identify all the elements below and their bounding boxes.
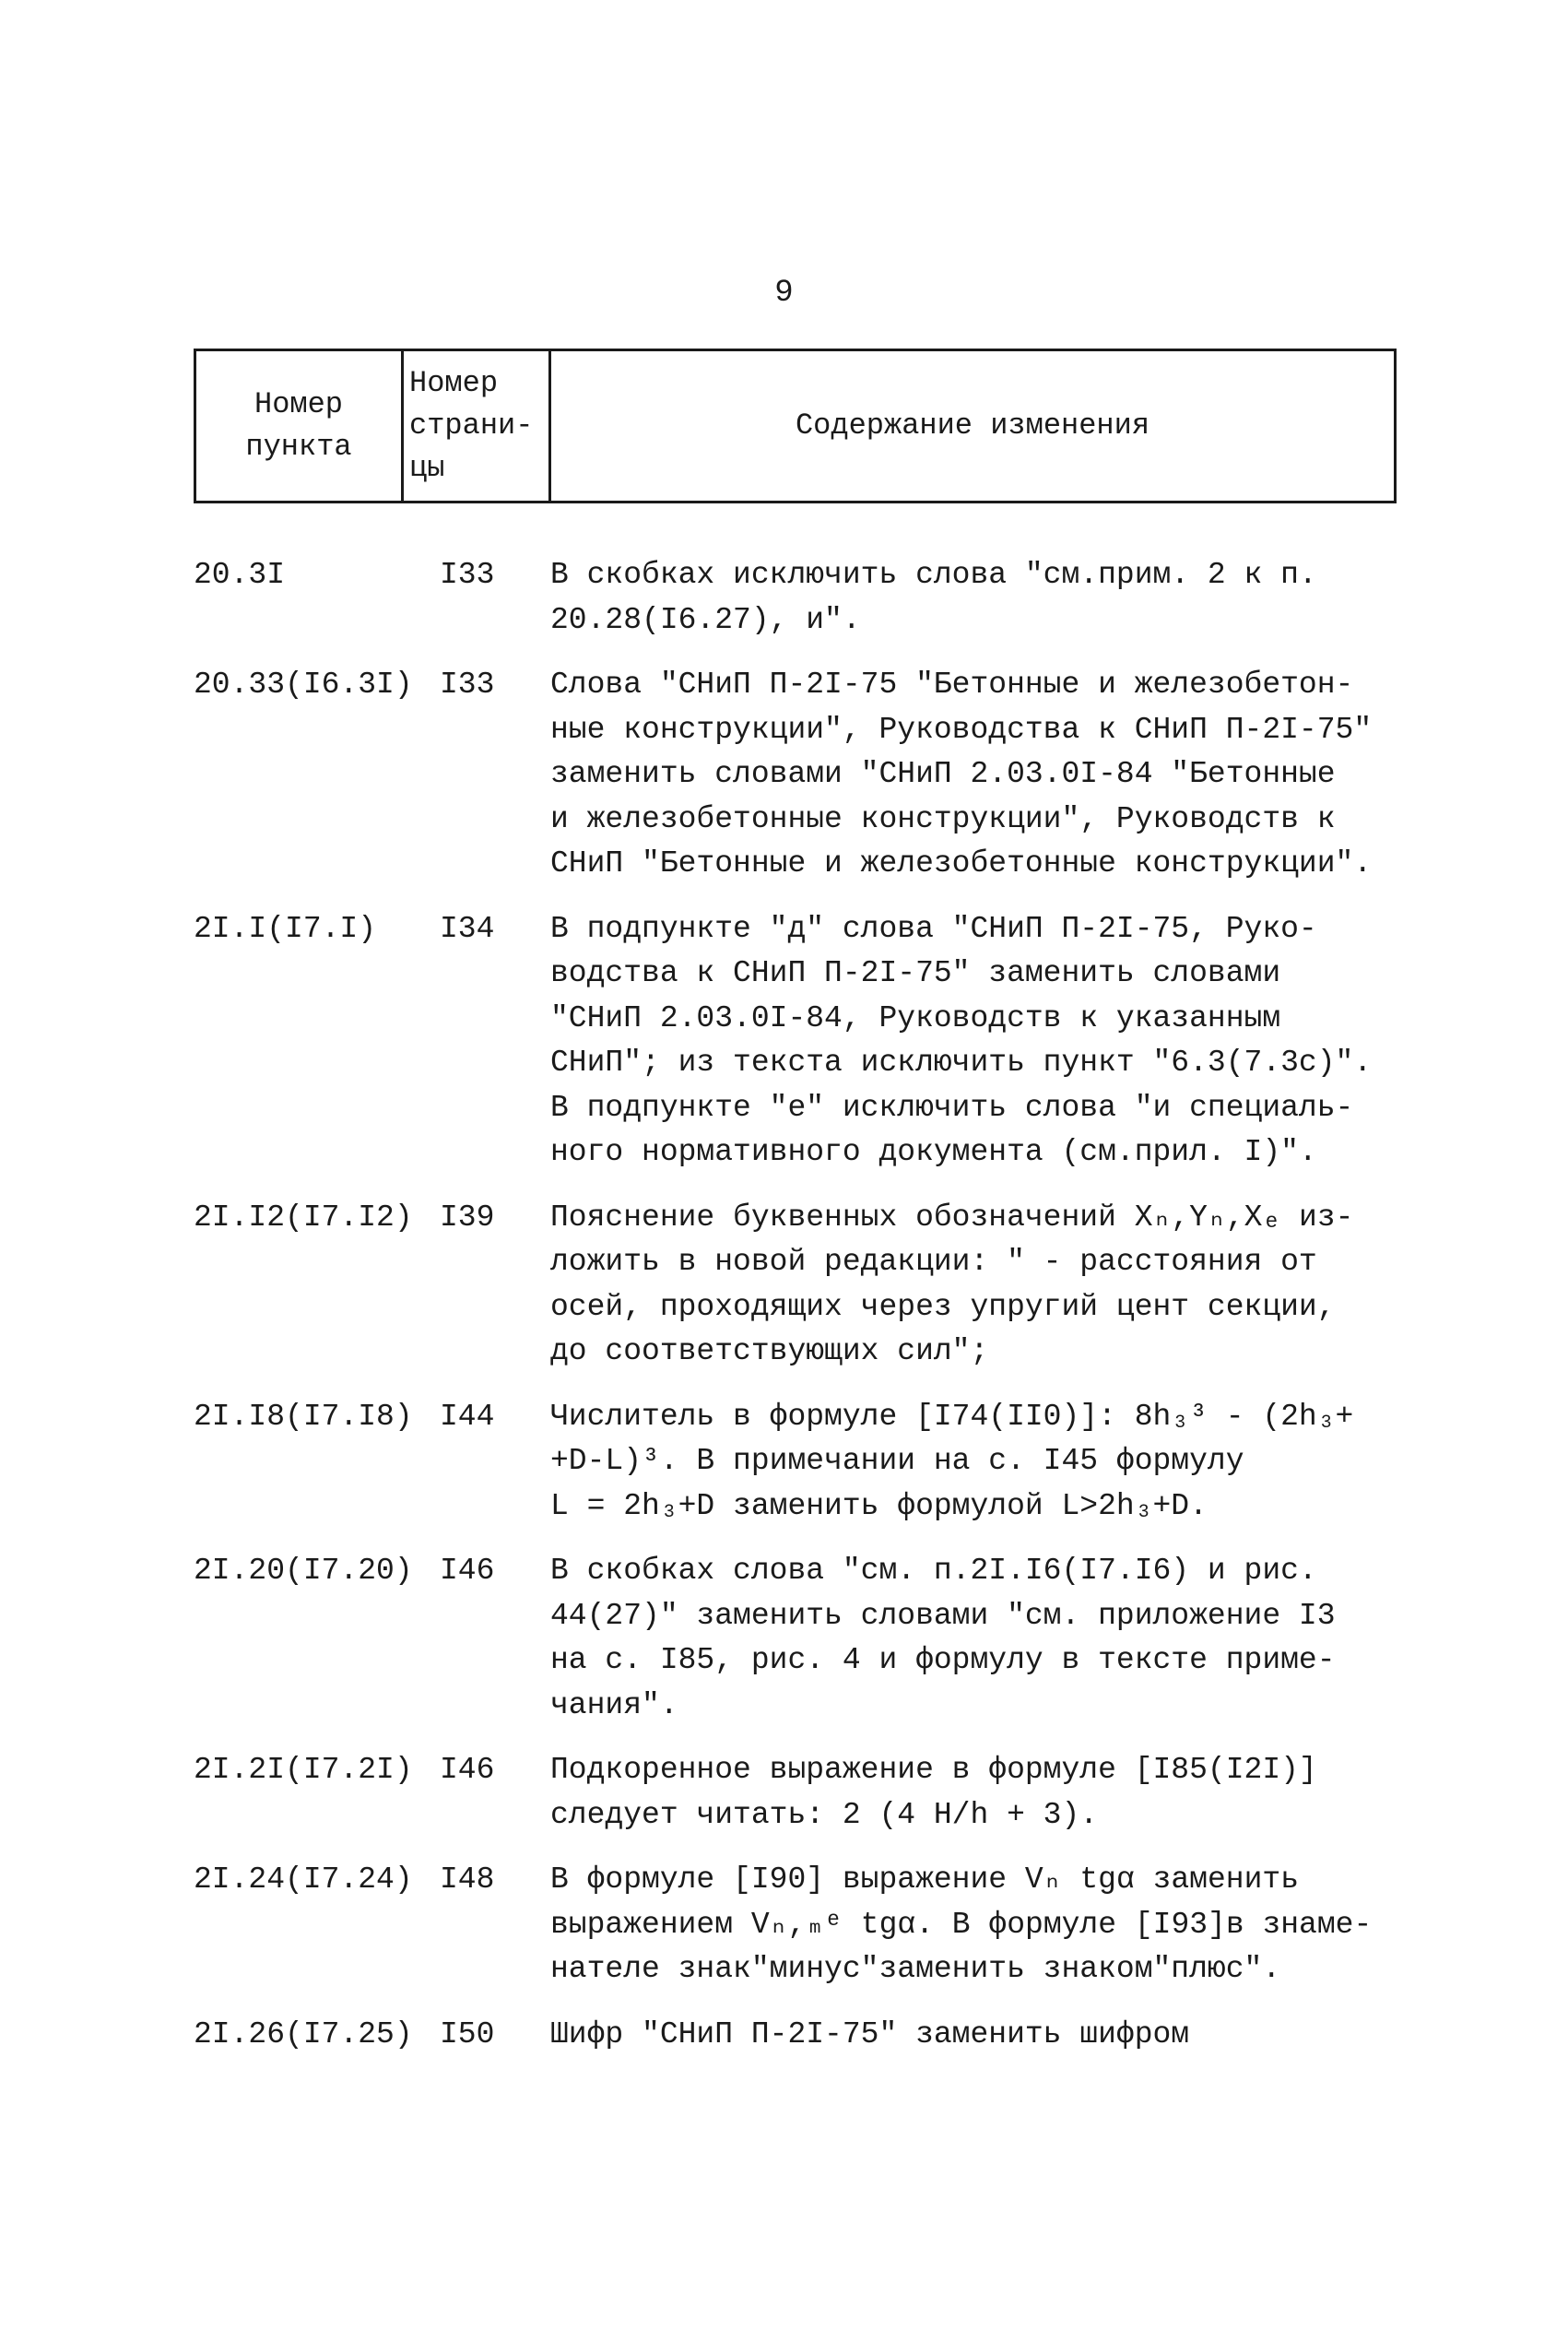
row-item-number: 2I.I(I7.I): [194, 911, 377, 946]
text-line: и железобетонные конструкции", Руководств к: [550, 801, 1336, 836]
header-change-content: Содержание изменения: [795, 408, 1150, 443]
header-page-number: Номер страни- цы: [404, 351, 551, 501]
row-item-number: 2I.2I(I7.2I): [194, 1753, 413, 1787]
text-line: водства к СНиП П-2I-75" заменить словами: [550, 956, 1281, 990]
text-line: 44(27)" заменить словами "см. приложение I3: [550, 1598, 1336, 1633]
text-line: Числитель в формуле [I74(II0)]: 8h₃³ - (2h₃+: [550, 1399, 1354, 1434]
text-line: Подкоренное выражение в формуле [I85(I2I)]: [550, 1753, 1317, 1787]
text-line: Пояснение буквенных обозначений Xₙ,Yₙ,Xₑ из-: [550, 1200, 1354, 1235]
row-change-content: [550, 1395, 1410, 1530]
page-number: 9: [774, 276, 794, 311]
text-line: СНиП"; из текста исключить пункт "6.3(7.3с)".: [550, 1046, 1373, 1080]
text-line: нателе знак"минус"заменить знаком"плюс".: [550, 1952, 1281, 1986]
table-body: [194, 553, 1410, 2077]
table-row: [194, 1196, 1410, 1375]
row-change-content: [550, 1196, 1410, 1375]
text-line: Шифр "СНиП П-2I-75" заменить шифром: [550, 2016, 1190, 2051]
text-line: выражением Vₙ,ₘᵉ tgα. В формуле [I93]в знаме-: [550, 1907, 1373, 1942]
text-line: 20.28(I6.27), и".: [550, 602, 861, 637]
row-page-number: I46: [440, 1554, 495, 1588]
row-change-content: [550, 2013, 1410, 2058]
text-line: до соответствующих сил";: [550, 1334, 989, 1368]
text-line: В формуле [I90] выражение Vₙ tgα заменить: [550, 1862, 1299, 1897]
text-line: ложить в новой редакции: " - расстояния от: [550, 1245, 1317, 1279]
row-page-number: I33: [440, 668, 495, 702]
row-page-number: I48: [440, 1862, 495, 1897]
table-row: [194, 1748, 1410, 1838]
table-row: [194, 2013, 1410, 2058]
table-header: [194, 349, 1397, 503]
text-line: СНиП "Бетонные и железобетонные конструкции".: [550, 846, 1373, 881]
row-page-number: I39: [440, 1200, 495, 1235]
row-page-number: I34: [440, 911, 495, 946]
text-line: В подпункте "д" слова "СНиП П-2I-75, Руко-: [550, 911, 1317, 946]
text-line: заменить словами "СНиП 2.03.0I-84 "Бетонные: [550, 757, 1336, 791]
row-change-content: [550, 663, 1410, 887]
row-change-content: [550, 1748, 1410, 1838]
row-change-content: [550, 1858, 1410, 1992]
row-page-number: I46: [440, 1753, 495, 1787]
text-line: осей, проходящих через упругий цент секции,: [550, 1289, 1336, 1324]
row-item-number: 2I.I8(I7.I8): [194, 1399, 413, 1434]
row-item-number: 2I.I2(I7.I2): [194, 1200, 413, 1235]
row-page-number: I50: [440, 2016, 495, 2051]
row-item-number: 20.3I: [194, 558, 286, 592]
text-line: следует читать: 2 (4 H/h + 3).: [550, 1797, 1099, 1832]
text-line: "СНиП 2.03.0I-84, Руководств к указанным: [550, 1000, 1281, 1035]
row-change-content: [550, 1549, 1410, 1728]
row-change-content: [550, 553, 1410, 643]
text-line: В скобках слова "см. п.2I.I6(I7.I6) и рис.: [550, 1554, 1317, 1588]
table-row: [194, 553, 1410, 643]
text-line: ного нормативного документа (см.прил. I)".: [550, 1135, 1317, 1169]
row-change-content: [550, 907, 1410, 1176]
table-row: [194, 1858, 1410, 1992]
row-item-number: 2I.26(I7.25): [194, 2016, 413, 2051]
text-line: +D-L)³. В примечании на с. I45 формулу: [550, 1444, 1244, 1478]
header-item-number: Номер пункта: [196, 351, 404, 501]
row-page-number: I44: [440, 1399, 495, 1434]
table-row: [194, 1395, 1410, 1530]
text-line: ные конструкции", Руководства к СНиП П-2I-75": [550, 712, 1373, 747]
text-line: В скобках исключить слова "см.прим. 2 к п.: [550, 558, 1317, 592]
row-item-number: 20.33(I6.3I): [194, 668, 413, 702]
text-line: L = 2h₃+D заменить формулой L>2h₃+D.: [550, 1488, 1208, 1523]
table-row: [194, 1549, 1410, 1728]
text-line: Слова "СНиП П-2I-75 "Бетонные и железобетон-: [550, 668, 1354, 702]
table-row: [194, 663, 1410, 887]
table-row: [194, 907, 1410, 1176]
row-page-number: I33: [440, 558, 495, 592]
text-line: чания".: [550, 1687, 678, 1722]
row-item-number: 2I.20(I7.20): [194, 1554, 413, 1588]
row-item-number: 2I.24(I7.24): [194, 1862, 413, 1897]
text-line: В подпункте "е" исключить слова "и специаль-: [550, 1090, 1354, 1125]
text-line: на с. I85, рис. 4 и формулу в тексте приме-: [550, 1643, 1336, 1677]
